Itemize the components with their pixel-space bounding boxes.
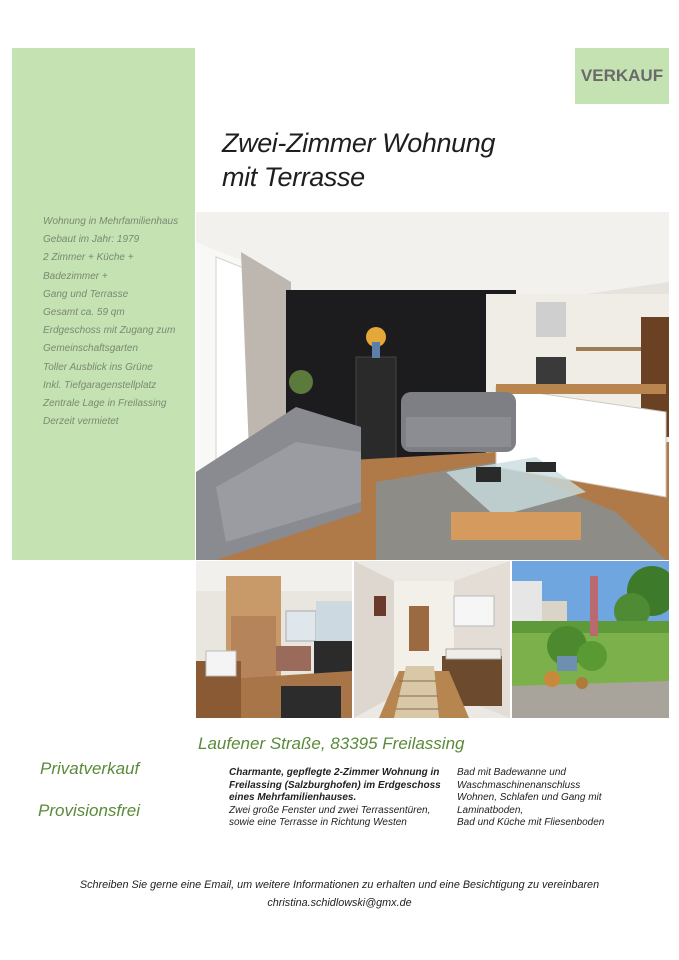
feature-item: Badezimmer + [43,270,108,282]
living-room-photo [196,212,669,560]
description-tiles: Bad und Küche mit Fliesenboden [457,817,605,829]
page-title [222,126,495,194]
feature-item: Gesamt ca. 59 qm [43,307,125,319]
feature-item: Gebaut im Jahr: 1979 [43,234,140,246]
title-line-2: mit Terrasse [222,162,365,192]
title-line-1: Zwei-Zimmer Wohnung [222,128,495,158]
bedroom-photo [196,561,352,718]
feature-item: 2 Zimmer + Küche + [43,252,134,264]
feature-item: Zentrale Lage in Freilassing [43,398,167,410]
description-right [457,767,667,830]
property-address: Laufener Straße, 83395 Freilassing [198,734,465,753]
contact-email: christina.schidlowski@gmx.de [267,897,412,909]
feature-item: Derzeit vermietet [43,416,119,428]
feature-item: Gemeinschaftsgarten [43,343,139,355]
private-sale-label: Privatverkauf [40,759,140,778]
feature-item: Inkl. Tiefgaragenstellplatz [43,379,157,391]
sale-badge: VERKAUF [575,48,669,104]
description-bath: Bad mit Badewanne und Waschmaschinenanschluss [457,767,581,791]
contact-section [0,876,679,912]
feature-item: Wohnung in Mehrfamilienhaus [43,216,179,227]
garden-photo [512,561,669,718]
feature-list [43,213,193,431]
description-flooring: Wohnen, Schlafen und Gang mit Laminatboden, [457,792,602,816]
description-summary: Charmante, gepflegte 2-Zimmer Wohnung in Freilassing (Salzburghofen) im Erdgeschoss eines Mehrfamilienhauses. [229,767,441,804]
hallway-photo [354,561,510,718]
feature-item: Erdgeschoss mit Zugang zum [43,325,176,337]
no-commission-label: Provisionsfrei [38,801,141,820]
description-left [229,767,441,830]
feature-item: Toller Ausblick ins Grüne [43,361,153,373]
contact-text: Schreiben Sie gerne eine Email, um weitere Informationen zu erhalten und eine Besichtigung zu vereinbaren [79,879,600,891]
feature-item: Gang und Terrasse [43,288,129,300]
description-details: Zwei große Fenster und zwei Terrassentüren, sowie eine Terrasse in Richtung Westen [229,804,431,829]
